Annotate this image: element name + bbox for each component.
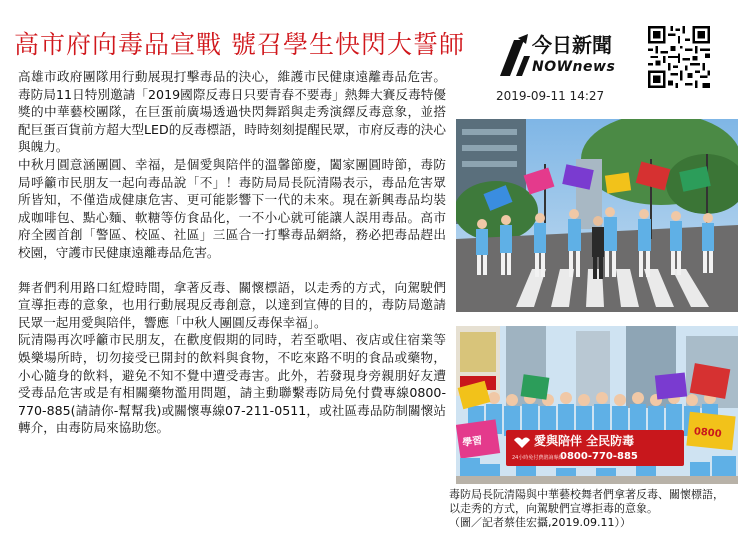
caption-line: 毒防局長阮清陽與中華藝校舞者們拿著反毒、關懷標語，: [449, 488, 724, 501]
article-paragraph: 高雄市政府團隊用行動展現打擊毒品的決心，維護市民健康遠離毒品危害。毒防局11日特別邀請「2019國際反毒日只要青春不要毒」熱舞大賽反毒特優獎的中華藝校團隊，在巨蛋前廣場透過快閃舞蹈與走秀演繹反毒意象，並搭配巨蛋百貨前方超大型LED的反毒標語，時時刻刻提醒民眾，市府反毒的決心與魄力。: [18, 69, 446, 155]
caption-credit: （圖／記者蔡佳宏攝,2019.09.11））: [449, 516, 631, 529]
photo-banner-slogan: 愛與陪伴 全民防毒: [534, 434, 635, 448]
article-body: [18, 68, 446, 437]
article-paragraph: 舞者們利用路口紅燈時間，拿著反毒、關懷標語，以走秀的方式，向駕駛們宣導拒毒的意象，也用行動展現反毒創意，以達到宣傳的目的，毒防局邀請民眾一起用愛與陪伴，響應「中秋人團圓反毒保幸福」。: [18, 279, 446, 330]
caption-line: 以走秀的方式，向駕駛們宣導拒毒的意象。: [449, 502, 658, 515]
photo-placard-right: 0800: [693, 426, 723, 441]
brand-name-en: NOWnews: [532, 59, 616, 75]
street-parade-photo[interactable]: [456, 119, 738, 312]
group-banner-photo[interactable]: [456, 326, 738, 484]
brand-name-cn: 今日新聞: [532, 33, 612, 57]
article-paragraph: 阮清陽再次呼籲市民朋友，在歡度假期的同時，若至歌唱、夜店或住宿業等娛樂場所時，切勿接受已開封的飲料與食物，不吃來路不明的食品或藥物，小心隨身的飲料，避免不知不覺中遭受毒害。此外，若發現身旁親朋好友遭受毒品危害或是有相關藥物濫用問題，請主動聯繫毒防局免付費專線0800-770-885(請請你-幫幫我)或關懷專線07-211-0511，或社區毒品防制關懷站轉介，由毒防局來協助您。: [18, 332, 446, 436]
photo-placard-left: 學習: [461, 435, 484, 450]
publish-datetime: 2019-09-11 14:27: [496, 89, 605, 103]
photo-caption: [449, 488, 745, 530]
headline: 高市府向毒品宣戰 號召學生快閃大誓師: [14, 30, 465, 59]
qr-code-icon[interactable]: [648, 26, 710, 88]
photo-banner-hotline: 0800-770-885: [560, 451, 638, 462]
nownews-logo[interactable]: [500, 30, 620, 80]
nownews-logo-mark-icon: [500, 34, 530, 76]
photo-banner-subtitle: 24小時免付費諮詢專線: [512, 455, 564, 461]
article-paragraph: 中秋月圓意涵團圓、幸福，是個愛與陪伴的溫馨節慶，闔家團圓時節，毒防局呼籲市民朋友一起向毒品說「不」！毒防局局長阮清陽表示，毒品危害眾所皆知，不僅造成健康危害、更可能影響下一代的未來。現在新興毒品均裝成咖啡包、點心麵、軟糖等仿食品化，一不小心就可能讓人誤用毒品。高市府全國首創「警區、校區、社區」三區合一打擊毒品網絡，務必把毒品趕出校園，守護市民健康遠離毒品危害。: [18, 156, 446, 260]
